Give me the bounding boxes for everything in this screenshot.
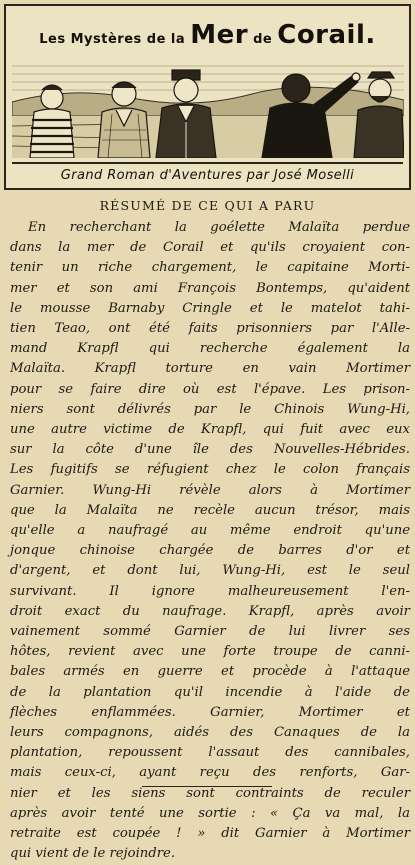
summary-line: dans la mer de Corail et qu'ils croyaient con- bbox=[10, 240, 410, 256]
title-part-3: de bbox=[248, 32, 278, 47]
summary-line: mer et son ami François Bontemps, qu'aident bbox=[10, 280, 410, 296]
summary-line: mand Krapfl qui recherche également la bbox=[10, 341, 410, 357]
header-banner bbox=[4, 4, 411, 190]
summary-line: sur la côte d'une île des Nouvelles-Hébrides. bbox=[10, 442, 410, 458]
summary-line: tien Teao, ont été faits prisonniers par l'Alle- bbox=[10, 321, 410, 337]
serial-byline: Grand Roman d'Aventures par José Moselli bbox=[12, 162, 403, 188]
summary-line: droit exact du naufrage. Krapfl, après avoir bbox=[10, 603, 410, 619]
summary-line: hôtes, revient avec une forte troupe de canni- bbox=[10, 644, 410, 660]
title-part-2: Mer bbox=[190, 20, 249, 50]
figure-captain bbox=[156, 70, 216, 158]
summary-line: En recherchant la goélette Malaïta perdue bbox=[28, 220, 410, 235]
summary-line: Malaïta. Krapfl torture en vain Mortimer bbox=[10, 361, 410, 377]
summary-line: qu'elle a naufragé au même endroit qu'une bbox=[10, 523, 410, 539]
summary-line: pour se faire dire où est l'épave. Les prison- bbox=[10, 381, 410, 397]
summary-line: survivant. Il ignore malheureusement l'en- bbox=[10, 583, 410, 599]
summary-line: tenir un riche chargement, le capitaine Morti- bbox=[10, 260, 410, 276]
closing-rule bbox=[142, 786, 272, 787]
title-part-1: Les Mystères de la bbox=[39, 32, 191, 47]
summary-line: nier et les siens sont contraints de reculer bbox=[10, 785, 410, 801]
figure-bearded-man bbox=[354, 72, 404, 158]
summary-line: plantation, repoussent l'assaut des cannibales, bbox=[10, 745, 410, 761]
summary-line: niers sont délivrés par le Chinois Wung-Hi, bbox=[10, 401, 410, 417]
summary-line: vainement sommé Garnier de lui livrer ses bbox=[10, 624, 410, 640]
summary-line: Garnier. Wung-Hi révèle alors à Mortimer bbox=[10, 482, 410, 498]
summary-line: le mousse Barnaby Cringle et le matelot tahi- bbox=[10, 300, 410, 316]
summary-line: que la Malaïta ne recèle aucun trésor, mais bbox=[10, 502, 410, 518]
summary-line: de la plantation qu'il incendie à l'aide de bbox=[10, 684, 410, 700]
summary-line: bales armés en guerre et procède à l'attaque bbox=[10, 664, 410, 680]
summary-text bbox=[10, 218, 410, 865]
summary-line: Les fugitifs se réfugient chez le colon français bbox=[10, 462, 410, 478]
summary-line: une autre victime de Krapfl, qui fuit avec eux bbox=[10, 422, 410, 438]
summary-line: après avoir tenté une sortie : « Ça va mal, la bbox=[10, 805, 410, 821]
engraving-illustration bbox=[12, 46, 404, 158]
summary-heading: RÉSUMÉ DE CE QUI A PARU bbox=[99, 198, 316, 213]
title-part-4: Corail. bbox=[277, 20, 376, 50]
summary-line: mais ceux-ci, ayant reçu des renforts, Gar- bbox=[10, 765, 410, 781]
summary-line: qui vient de le rejoindre. bbox=[10, 846, 176, 862]
summary-line: d'argent, et dont lui, Wung-Hi, est le seul bbox=[10, 563, 410, 579]
summary-line: flèches enflammées. Garnier, Mortimer et bbox=[10, 704, 410, 720]
summary-line: retraite est coupée ! » dit Garnier à Mortimer bbox=[10, 826, 410, 842]
figure-young-man bbox=[98, 82, 150, 158]
summary-line: jonque chinoise chargée de barres d'or et bbox=[10, 543, 410, 559]
summary-line: leurs compagnons, aidés des Canaques de la bbox=[10, 725, 410, 741]
